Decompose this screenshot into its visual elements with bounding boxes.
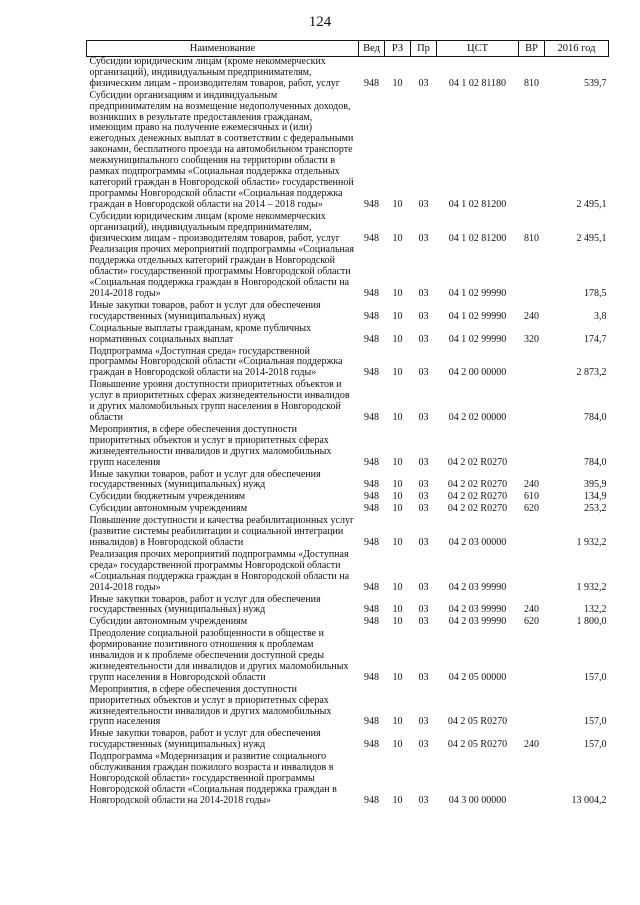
row-ved: 948	[364, 739, 379, 751]
row-rz: 10	[392, 333, 403, 345]
row-name: Мероприятия, в сфере обеспечения доступности приоритетных объектов и услуг в приоритетных сферах жизнедеятельности инвалидов и других маломобильных групп населения	[89, 683, 332, 728]
row-name: Субсидии юридическим лицам (кроме некоммерческих организаций), индивидуальным предпринимателям, физическим лицам - производителям товаров, работ, услуг	[89, 210, 340, 244]
row-ved: 948	[364, 503, 379, 515]
row-ved: 948	[364, 77, 379, 89]
row-amount: 395,9	[584, 479, 607, 491]
table-row	[87, 752, 609, 808]
row-vr	[519, 550, 545, 595]
header-vr: ВР	[519, 41, 545, 57]
row-pr: 03	[418, 794, 429, 806]
row-rz: 10	[392, 77, 403, 89]
row-pr: 03	[418, 739, 429, 751]
row-amount: 539,7	[584, 77, 607, 89]
row-amount: 1 932,2	[576, 581, 607, 593]
table-row	[87, 301, 609, 324]
row-rz: 10	[392, 198, 403, 210]
table-row	[87, 57, 609, 91]
row-cst: 04 2 05 R0270	[447, 716, 508, 728]
row-amount: 174,7	[584, 333, 607, 345]
row-amount: 157,0	[584, 716, 607, 728]
row-ved: 948	[364, 412, 379, 423]
row-vr	[519, 347, 545, 381]
row-vr: 620	[524, 616, 539, 628]
row-name: Субсидии бюджетным учреждениям	[89, 491, 246, 503]
table-row	[87, 516, 609, 550]
row-cst: 04 1 02 99990	[448, 333, 507, 345]
table-row	[87, 550, 609, 595]
row-ved: 948	[364, 536, 379, 548]
row-rz: 10	[392, 310, 403, 322]
row-name: Субсидии автономным учреждениям	[89, 503, 248, 515]
row-name: Иные закупки товаров, работ и услуг для обеспечения государственных (муниципальных) нужд	[89, 468, 321, 491]
row-vr: 240	[524, 604, 539, 616]
row-rz: 10	[392, 794, 403, 806]
table-row	[87, 245, 609, 301]
row-cst: 04 2 02 00000	[448, 412, 507, 423]
table-row	[87, 470, 609, 493]
row-cst: 04 2 03 99990	[448, 616, 507, 628]
row-name: Иные закупки товаров, работ и услуг для обеспечения государственных (муниципальных) нужд	[89, 728, 321, 751]
row-pr: 03	[418, 716, 429, 728]
row-cst: 04 2 03 99990	[448, 581, 507, 593]
row-ved: 948	[364, 232, 379, 244]
row-pr: 03	[418, 503, 429, 515]
row-cst: 04 2 05 R0270	[447, 739, 508, 751]
row-cst: 04 2 00 00000	[448, 367, 507, 379]
row-amount: 157,0	[584, 671, 607, 683]
row-cst: 04 1 02 99990	[448, 310, 507, 322]
row-amount: 157,0	[584, 739, 607, 751]
row-pr: 03	[418, 671, 429, 683]
row-ved: 948	[364, 616, 379, 628]
row-ved: 948	[364, 581, 379, 593]
row-ved: 948	[364, 367, 379, 379]
row-rz: 10	[392, 671, 403, 683]
row-rz: 10	[392, 367, 403, 379]
row-rz: 10	[392, 232, 403, 244]
row-ved: 948	[364, 479, 379, 491]
header-rz: РЗ	[385, 41, 411, 57]
row-name: Преодоление социальной разобщенности в обществе и формирование позитивного отношения к проблемам инвалидов и к проблеме обеспечения доступной среды жизнедеятельности для инвалидов и других маломобильных групп населения в Новгородской области	[89, 628, 349, 683]
row-rz: 10	[392, 581, 403, 593]
table-row	[87, 212, 609, 246]
row-name: Реализация прочих мероприятий подпрограммы «Социальная поддержка отдельных категорий граждан в Новгородской области» государственной программы Новгородской области «Социальная поддержка граждан в Новгородской области на 2014-2018 годы»	[89, 244, 354, 300]
row-amount: 2 495,1	[576, 232, 607, 244]
table-row	[87, 729, 609, 752]
row-cst: 04 2 02 R0270	[447, 479, 508, 491]
row-ved: 948	[364, 794, 379, 806]
header-pr: Пр	[411, 41, 437, 57]
row-ved: 948	[364, 671, 379, 683]
row-rz: 10	[392, 604, 403, 616]
row-vr	[519, 685, 545, 730]
row-vr: 240	[524, 310, 539, 322]
budget-table	[86, 40, 609, 808]
row-ved: 948	[364, 288, 379, 300]
header-cst: ЦСТ	[437, 41, 519, 57]
row-vr	[519, 380, 545, 425]
row-amount: 2 873,2	[576, 367, 607, 379]
row-pr: 03	[418, 333, 429, 345]
row-amount: 178,5	[584, 288, 607, 300]
row-rz: 10	[392, 716, 403, 728]
table-row	[87, 347, 609, 381]
row-amount: 1 932,2	[576, 536, 607, 548]
table-row	[87, 425, 609, 470]
row-amount: 253,2	[584, 503, 607, 515]
header-ved: Вед	[359, 41, 385, 57]
table-body	[87, 57, 609, 808]
page-number: 124	[308, 14, 332, 30]
row-pr: 03	[418, 232, 429, 244]
row-cst: 04 2 02 R0270	[447, 491, 508, 503]
row-ved: 948	[364, 310, 379, 322]
row-ved: 948	[364, 456, 379, 468]
table-row	[87, 380, 609, 425]
row-pr: 03	[418, 198, 429, 210]
row-cst: 04 2 03 99990	[448, 604, 507, 616]
row-name: Социальные выплаты гражданам, кроме публичных нормативных социальных выплат	[89, 322, 312, 345]
row-pr: 03	[418, 456, 429, 468]
row-ved: 948	[364, 491, 379, 503]
row-vr: 810	[524, 77, 539, 89]
row-name: Подпрограмма «Доступная среда» государственной программы Новгородской области «Социальная поддержка граждан в Новгородской области на 2014-2018 годы»	[89, 345, 343, 379]
row-vr	[519, 91, 545, 212]
row-pr: 03	[418, 536, 429, 548]
row-rz: 10	[392, 479, 403, 491]
row-cst: 04 1 02 81180	[448, 77, 507, 89]
row-vr	[519, 752, 545, 808]
row-vr	[519, 245, 545, 301]
row-vr: 610	[524, 491, 539, 503]
table-row	[87, 629, 609, 685]
row-rz: 10	[392, 739, 403, 751]
row-name: Реализация прочих мероприятий подпрограммы «Доступная среда» государственной программы Новгородской области «Социальная поддержка граждан в Новгородской области на 2014-2018 годы»	[89, 548, 350, 593]
row-vr: 320	[524, 333, 539, 345]
row-rz: 10	[392, 536, 403, 548]
row-name: Подпрограмма «Модернизация и развитие социального обслуживания граждан пожилого возраста и инвалидов в Новгородской области» государственной программы Новгородской области «Социальная поддержка граждан в Новгородской области на 2014-2018 годы»	[89, 751, 337, 806]
row-rz: 10	[392, 412, 403, 423]
row-ved: 948	[364, 198, 379, 210]
row-vr	[519, 629, 545, 685]
row-ved: 948	[364, 604, 379, 616]
row-amount: 1 800,0	[576, 616, 607, 628]
row-cst: 04 1 02 81200	[448, 232, 507, 244]
row-ved: 948	[364, 333, 379, 345]
row-name: Иные закупки товаров, работ и услуг для обеспечения государственных (муниципальных) нужд	[89, 593, 321, 616]
table-row	[87, 324, 609, 347]
row-amount: 132,2	[584, 604, 607, 616]
row-pr: 03	[418, 491, 429, 503]
row-cst: 04 1 02 81200	[448, 198, 507, 210]
row-rz: 10	[392, 503, 403, 515]
row-rz: 10	[392, 456, 403, 468]
row-amount: 784,0	[584, 456, 607, 468]
row-name: Субсидии юридическим лицам (кроме некоммерческих организаций), индивидуальным предпринимателям, физическим лицам - производителям товаров, работ, услуг	[89, 56, 340, 89]
row-cst: 04 3 00 00000	[448, 794, 507, 806]
row-name: Субсидии организациям и индивидуальным предпринимателям на возмещение недополученных доходов, возникших в результате предоставления гражданам, имеющим право на получение ежемесячных и (или) ежегодных денежных выплат в соответствии с федеральными законами, бесплатного проезда на автомобильном транспорте межмуниципального сообщения на территории области в рамках подпрограммы «Социальная поддержка отдельных категорий граждан в Новгородской области» государственной программы Новгородской области «Социальная поддержка граждан в Новгородской области на 2014 – 2018 годы»	[89, 89, 354, 210]
row-vr: 810	[524, 232, 539, 244]
header-name: Наименование	[87, 41, 359, 57]
row-amount: 13 004,2	[571, 794, 607, 806]
row-vr: 240	[524, 479, 539, 491]
table-row	[87, 685, 609, 730]
table-row	[87, 595, 609, 618]
row-pr: 03	[418, 479, 429, 491]
row-name: Мероприятия, в сфере обеспечения доступности приоритетных объектов и услуг в приоритетных сферах жизнедеятельности инвалидов и других маломобильных групп населения	[89, 423, 332, 468]
row-pr: 03	[418, 288, 429, 300]
row-vr	[519, 425, 545, 470]
row-pr: 03	[418, 367, 429, 379]
row-cst: 04 1 02 99990	[448, 288, 507, 300]
row-name: Повышение уровня доступности приоритетных объектов и услуг в приоритетных сферах жизнедеятельности инвалидов и других маломобильных групп населения в Новгородской области	[89, 379, 350, 423]
row-name: Иные закупки товаров, работ и услуг для обеспечения государственных (муниципальных) нужд	[89, 299, 321, 322]
table-row	[87, 91, 609, 212]
row-name: Субсидии автономным учреждениям	[89, 616, 248, 628]
row-pr: 03	[418, 604, 429, 616]
row-amount: 3,8	[594, 310, 607, 322]
row-cst: 04 2 02 R0270	[447, 456, 508, 468]
row-pr: 03	[418, 77, 429, 89]
row-cst: 04 2 05 00000	[448, 671, 507, 683]
row-rz: 10	[392, 288, 403, 300]
header-year: 2016 год	[545, 41, 609, 57]
row-name: Повышение доступности и качества реабилитационных услуг (развитие системы реабилитации и социальной интеграции инвалидов) в Новгородской области	[89, 515, 355, 548]
row-vr	[519, 516, 545, 550]
row-rz: 10	[392, 616, 403, 628]
row-amount: 784,0	[584, 412, 607, 423]
row-rz: 10	[392, 491, 403, 503]
row-pr: 03	[418, 412, 429, 423]
row-pr: 03	[418, 616, 429, 628]
row-amount: 134,9	[584, 491, 607, 503]
row-cst: 04 2 02 R0270	[447, 503, 508, 515]
row-vr: 240	[524, 739, 539, 751]
row-amount: 2 495,1	[576, 198, 607, 210]
row-vr: 620	[524, 503, 539, 515]
row-pr: 03	[418, 310, 429, 322]
row-cst: 04 2 03 00000	[448, 536, 507, 548]
table-header-row	[87, 41, 609, 57]
row-ved: 948	[364, 716, 379, 728]
row-pr: 03	[418, 581, 429, 593]
